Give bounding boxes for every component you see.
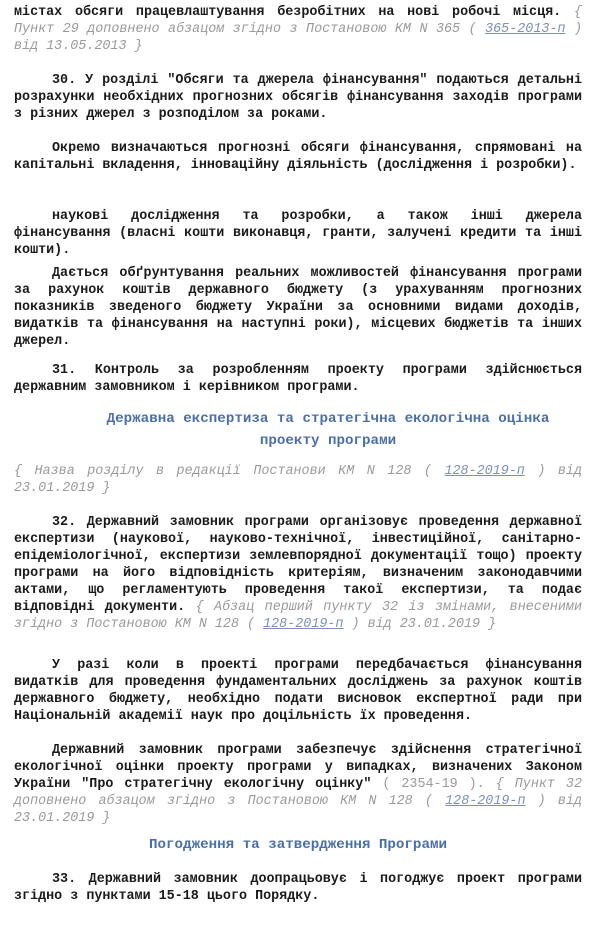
paragraph-30-research: наукові дослідження та розробки, а також інші джерела фінансування (власні кошти виконавця, гранти, залучені кредити та інші кошти).	[14, 209, 582, 258]
heading-line-1: Державна експертиза та стратегічна екологічна оцінка	[106, 411, 550, 427]
paragraph-30-funding-forecast: Окремо визначаються прогнозні обсяги фінансування, спрямовані на капітальні вкладення, інноваційну діяльність (дослідження і розробки).	[14, 141, 582, 173]
section-heading-approval	[14, 834, 582, 856]
paragraph-text: 32. Державний замовник програми організовує проведення державної експертизи (наукової, науково-технічної, інвестиційної, санітарно-епідеміологічної, експертизи землевпорядної документації тощо) проекту програми на його відповідність критеріям, визначеним законодавчими актами, що регламентують проведення такої експертизи, та подає відповідні документи.	[14, 515, 582, 615]
section-heading-note: { Назва розділу в редакції Постанови КМ N 128 ( 128-2019-п ) від 23.01.2019 }	[14, 464, 582, 496]
paragraph-33: 33. Державний замовник доопрацьовує і погоджує проект програми згідно з пунктами 15-18 цього Порядку.	[14, 872, 582, 904]
amendment-note: { Пункт 29 доповнено абзацом згідно з Постановою КМ N 365 ( 365-2013-п ) від 13.05.2013 }	[14, 5, 582, 54]
heading-line-2: проекту програми	[259, 433, 397, 449]
paragraph-30: 30. У розділі "Обсяги та джерела фінансування" подаються детальні розрахунки необхідних прогнозних обсягів фінансування заходів програми з різних джерел з розподілом за роками.	[14, 73, 582, 122]
paragraph-32-fundamental-research: У разі коли в проекті програми передбачається фінансування видатків для проведення фундаментальних досліджень за рахунок коштів державного бюджету, необхідно подати висновок експертної ради при Національній академії наук про доцільність їх проведення.	[14, 658, 582, 724]
paragraph-30-justification: Дається обґрунтування реальних можливостей фінансування програми за рахунок коштів державного бюджету (з урахуванням прогнозних показників зведеного бюджету України за основними видами доходів, видатків та фінансування на наступні роки), місцевих бюджетів та інших джерел.	[14, 266, 582, 349]
paragraph-32-strategic-assessment	[14, 742, 582, 827]
link-128-2019[interactable]: 128-2019-п	[263, 617, 344, 632]
paragraph-32	[14, 514, 582, 633]
heading-line-1: Погодження та затвердження Програми	[149, 837, 447, 853]
paragraph-29-tail	[14, 4, 582, 55]
amendment-note: { Пункт 32 доповнено абзацом згідно з Постановою КМ N 128 ( 128-2019-п ) від 23.01.2019 }	[14, 777, 583, 826]
paragraph-text: містах обсяги працевлаштування безробітних на нові робочі місця.	[14, 5, 562, 20]
link-365-2013[interactable]: 365-2013-п	[485, 22, 566, 37]
amendment-note: { Абзац перший пункту 32 із змінами, внесеними згідно з Постановою КМ N 128 ( 128-2019-п ) від 23.01.2019 }	[14, 600, 583, 632]
paragraph-31: 31. Контроль за розробленням проекту програми здійснюється державним замовником і керівником програми.	[14, 363, 582, 395]
section-heading-expertise	[14, 408, 582, 452]
paragraph-text: Державний замовник програми забезпечує здійснення стратегічної екологічної оцінки проекту програми у випадках, визначених Законом України "Про стратегічну екологічну оцінку"	[14, 743, 582, 792]
law-reference-2354-19[interactable]: ( 2354-19 ).	[371, 777, 485, 792]
link-128-2019[interactable]: 128-2019-п	[444, 464, 525, 479]
link-128-2019[interactable]: 128-2019-п	[445, 794, 526, 809]
